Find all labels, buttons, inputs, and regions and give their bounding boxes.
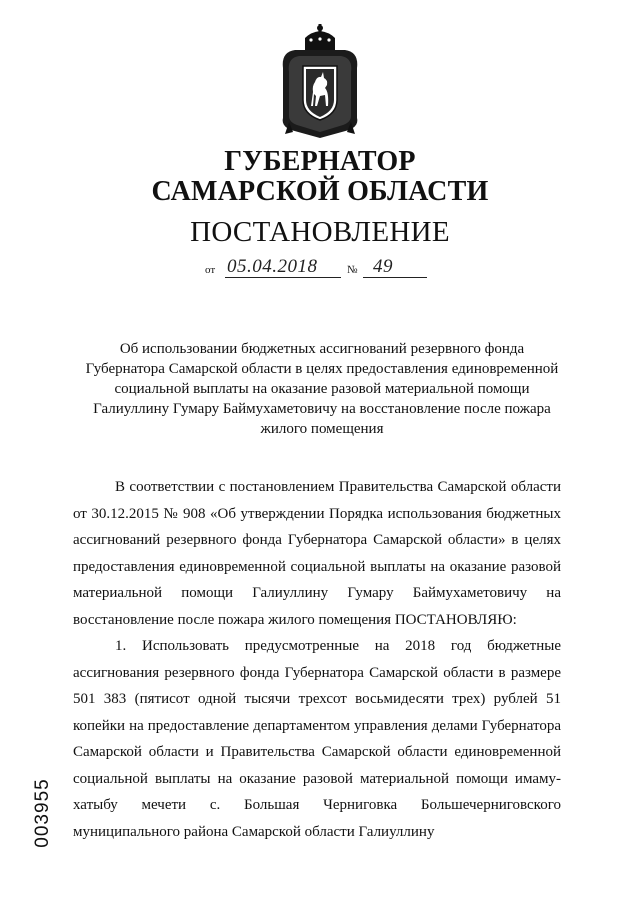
date-underline: [225, 277, 341, 278]
document-type-title: ПОСТАНОВЛЕНИЕ: [190, 216, 450, 248]
date-value: 05.04.2018: [227, 256, 318, 277]
samara-coat-of-arms-icon: [275, 22, 365, 142]
authority-title-line2: САМАРСКОЙ ОБЛАСТИ: [151, 176, 489, 207]
document-subject: Об использовании бюджетных ассигнований резервного фонда Губернатора Самарской области в целях предоставления единовременной социальной выплаты на оказание разовой материальной помощи Галиуллину Гумару Баймухаметовичу на восстановление после пожара жилого помещения: [85, 341, 559, 437]
registry-stamp-number: [28, 768, 58, 858]
body-paragraph: 1. Использовать предусмотренные на 2018 год бюджетные ассигнования резервного фонда Губернатора Самарской области в размере 501 383 (пятисот одной тысячи трехсот восьмидесяти трех) рублей 51 копейки на предоставление департаментом управления делами Губернатора Самарской области и Правительства Самарской области единовременной социальной выплаты на оказание разовой материальной помощи имаму-хатыбу мечети с. Большая Черниговка Большечерниговского муниципального района Самарской области Галиуллину: [73, 638, 561, 840]
stamp-number-text: 003955: [32, 778, 53, 848]
body-paragraph: В соответствии с постановлением Правительства Самарской области от 30.12.2015 № 908 «Об утверждении Порядка использования бюджетных ассигнований резервного фонда Губернатора Самарской области» в целях предоставления единовременной социальной выплаты на оказание разовой материальной помощи Галиуллину Гумару Баймухаметовичу на восстановление после пожара жилого помещения ПОСТАНОВЛЯЮ:: [73, 479, 561, 628]
authority-title-line1: ГУБЕРНАТОР: [224, 146, 416, 177]
number-value: 49: [373, 256, 393, 277]
number-underline: [363, 277, 427, 278]
registration-line: [205, 258, 445, 280]
document-body: [73, 474, 561, 845]
number-label: №: [347, 264, 358, 276]
date-label: от: [205, 264, 216, 276]
